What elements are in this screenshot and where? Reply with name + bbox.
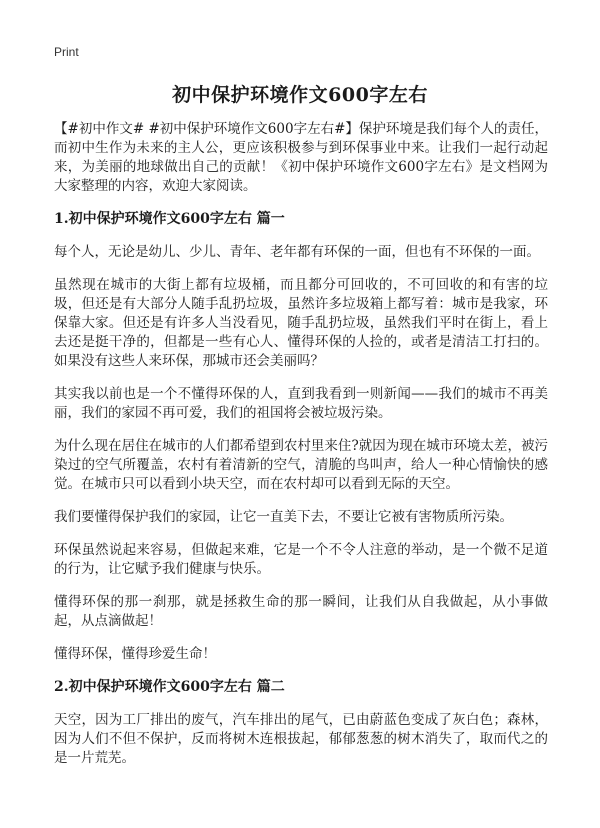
section-heading: 1.初中保护环境作文600字左右 篇一 (54, 211, 285, 227)
paragraph: 每个人，无论是幼儿、少儿、青年、老年都有环保的一面，但也有不环保的一面。 (54, 244, 540, 260)
page-title: 初中保护环境作文600字左右 (172, 84, 428, 106)
paragraph: 天空，因为工厂排出的废气，汽车排出的尾气，已由蔚蓝色变成了灰白色；森林，因为人们不但不保护，反而将树木连根拔起，郁郁葱葱的树木消失了，取而代之的是一片荒芜。 (54, 712, 548, 766)
paragraph: 懂得环保的那一刹那，就是拯救生命的那一瞬间，让我们从自我做起，从小事做起，从点滴做起！ (54, 594, 548, 629)
paragraph: 为什么现在居住在城市的人们都希望到农村里来住?就因为现在城市环境太差，被污染过的空气所覆盖，农村有着清新的空气，清脆的鸟叫声，给人一种心情愉快的感觉。在城市只可以看到小块天空，而在农村却可以看到无际的天空。 (54, 438, 548, 492)
article-body (54, 120, 548, 782)
paragraph: 环保虽然说起来容易，但做起来难，它是一个不令人注意的举动，是一个微不足道的行为，让它赋予我们健康与快乐。 (54, 542, 548, 577)
paragraph: 我们要懂得保护我们的家园，让它一直美下去，不要让它被有害物质所污染。 (54, 509, 513, 525)
paragraph: 其实我以前也是一个不懂得环保的人，直到我看到一则新闻——我们的城市不再美丽，我们的家园不再可爱，我们的祖国将会被垃圾污染。 (54, 386, 548, 421)
section-2 (54, 678, 548, 768)
section-1 (54, 210, 548, 664)
paragraph: 懂得环保，懂得珍爱生命！ (54, 646, 216, 662)
print-label[interactable]: Print (54, 45, 79, 59)
paragraph: 虽然现在城市的大街上都有垃圾桶，而且都分可回收的，不可回收的和有害的垃圾，但还是有大部分人随手乱扔垃圾，虽然许多垃圾箱上都写着：城市是我家，环保靠大家。但还是有许多人当没看见，随手乱扔垃圾，虽然我们平时在街上，看上去还是挺干净的，但都是一些有心人、懂得环保的人捡的，或者是清洁工打扫的。如果没有这些人来环保，那城市还会美丽吗？ (54, 277, 548, 369)
intro-paragraph: 【#初中作文# #初中保护环境作文600字左右#】保护环境是我们每个人的责任，而初中生作为未来的主人公，更应该积极参与到环保事业中来。让我们一起行动起来，为美丽的地球做出自己的贡献！《初中保护环境作文600字左右》是文档网为大家整理的内容，欢迎大家阅读。 (54, 121, 548, 194)
section-heading: 2.初中保护环境作文600字左右 篇二 (54, 679, 285, 695)
